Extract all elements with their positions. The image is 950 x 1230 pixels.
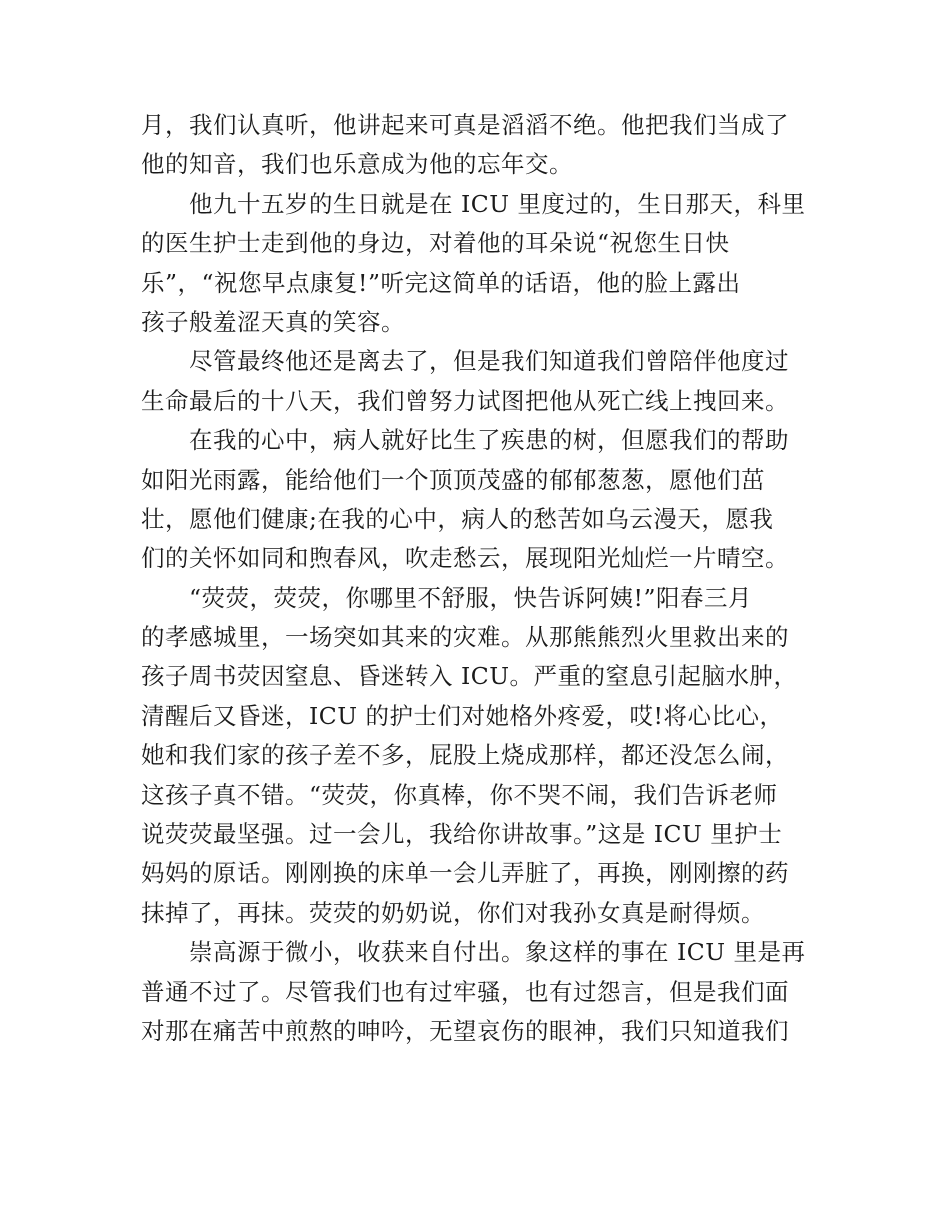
text-line-24: 对那在痛苦中煎熬的呻吟，无望哀伤的眼神，我们只知道我们 — [141, 1016, 789, 1045]
text-line-17: 她和我们家的孩子差不多，屁股上烧成那样，都还没怎么闹， — [141, 741, 789, 770]
text-line-14: 的孝感城里，一场突如其来的灾难。从那熊熊烈火里救出来的 — [141, 623, 789, 652]
text-line-12: 们的关怀如同和煦春风，吹走愁云，展现阳光灿烂一片晴空。 — [141, 544, 789, 573]
text-line-22: 崇高源于微小，收获来自付出。象这样的事在 ICU 里是再 — [141, 938, 806, 967]
text-line-15: 孩子周书荧因窒息、昏迷转入 ICU。严重的窒息引起脑水肿， — [141, 662, 798, 691]
text-line-10: 如阳光雨露，能给他们一个顶顶茂盛的郁郁葱葱，愿他们茁 — [141, 465, 765, 494]
text-line-1: 月，我们认真听，他讲起来可真是滔滔不绝。他把我们当成了 — [141, 111, 789, 139]
text-line-5: 乐”，“祝您早点康复!”听完这简单的话语，他的脸上露出 — [141, 268, 741, 297]
text-line-4: 的医生护士走到他的身边，对着他的耳朵说“祝您生日快 — [141, 229, 730, 258]
text-line-21: 抹掉了，再抹。荧荧的奶奶说，你们对我孙女真是耐得烦。 — [141, 898, 765, 927]
text-line-20: 妈妈的原话。刚刚换的床单一会儿弄脏了，再换，刚刚擦的药 — [141, 859, 789, 888]
text-line-16: 清醒后又昏迷，ICU 的护士们对她格外疼爱，哎!将心比心， — [141, 701, 784, 730]
text-line-23: 普通不过了。尽管我们也有过牢骚，也有过怨言，但是我们面 — [141, 977, 789, 1006]
text-line-18: 这孩子真不错。“荧荧，你真棒，你不哭不闹，我们告诉老师 — [141, 780, 778, 809]
text-line-13: “荧荧，荧荧，你哪里不舒服，快告诉阿姨!”阳春三月 — [141, 583, 752, 612]
body-text — [141, 106, 821, 1051]
text-line-9: 在我的心中，病人就好比生了疾患的树，但愿我们的帮助 — [141, 426, 789, 455]
text-line-6: 孩子般羞涩天真的笑容。 — [141, 307, 405, 336]
text-line-8: 生命最后的十八天，我们曾努力试图把他从死亡线上拽回来。 — [141, 386, 789, 415]
text-line-2: 他的知音，我们也乐意成为他的忘年交。 — [141, 150, 573, 179]
text-line-11: 壮，愿他们健康;在我的心中，病人的愁苦如乌云漫天，愿我 — [141, 504, 774, 533]
text-line-7: 尽管最终他还是离去了，但是我们知道我们曾陪伴他度过 — [141, 347, 789, 376]
text-line-19: 说荧荧最坚强。过一会儿，我给你讲故事。”这是 ICU 里护士 — [141, 820, 783, 849]
text-line-3: 他九十五岁的生日就是在 ICU 里度过的，生日那天，科里 — [141, 189, 806, 218]
